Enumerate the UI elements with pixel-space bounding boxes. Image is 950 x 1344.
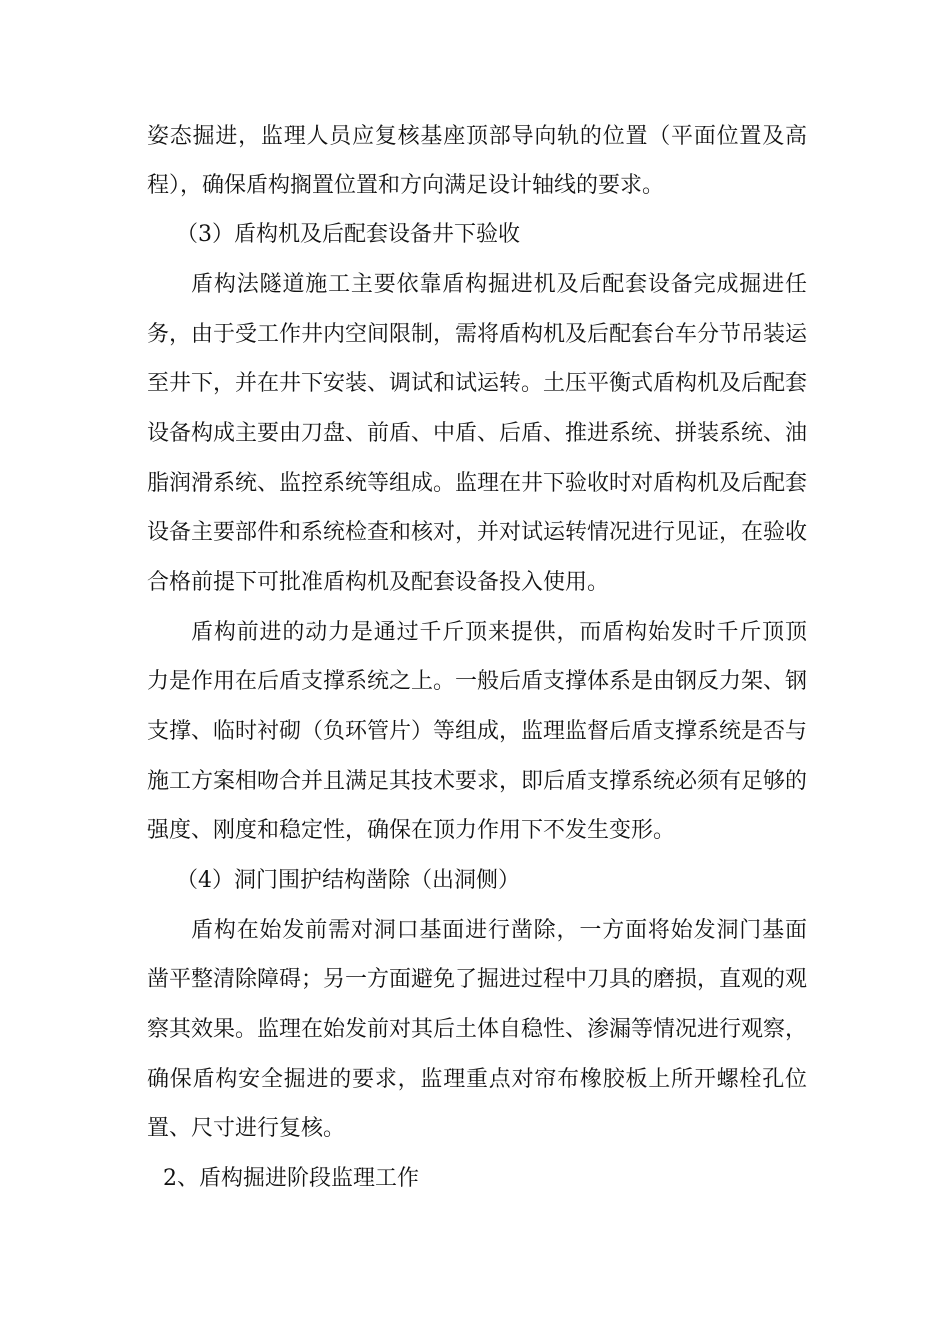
paragraph-line: 盾构在始发前需对洞口基面进行凿除，一方面将始发洞门基面 (191, 918, 807, 943)
paragraph-line: 盾构前进的动力是通过千斤顶来提供，而盾构始发时千斤顶顶 (191, 620, 807, 645)
paragraph-line: 设备主要部件和系统检查和核对，并对试运转情况进行见证，在验收 (147, 520, 808, 545)
paragraph-line: 姿态掘进，监理人员应复核基座顶部导向轨的位置（平面位置及高 (147, 124, 807, 149)
paragraph-line: 至井下，并在井下安装、调试和试运转。土压平衡式盾构机及后配套 (147, 371, 808, 396)
paragraph-line: 盾构法隧道施工主要依靠盾构掘进机及后配套设备完成掘进任 (191, 272, 807, 297)
paragraph-line: 凿平整清除障碍；另一方面避免了掘进过程中刀具的磨损，直观的观 (147, 967, 808, 992)
paragraph-line: 确保盾构安全掘进的要求，监理重点对帘布橡胶板上所开螺栓孔位 (147, 1067, 807, 1092)
paragraph-line: 支撑、临时衬砌（负环管片）等组成，监理监督后盾支撑系统是否与 (147, 719, 808, 744)
paragraph-line: 力是作用在后盾支撑系统之上。一般后盾支撑体系是由钢反力架、钢 (147, 669, 808, 694)
section-heading: （3）盾构机及后配套设备井下验收 (176, 222, 520, 247)
paragraph-line: 察其效果。监理在始发前对其后土体自稳性、渗漏等情况进行观察， (147, 1017, 808, 1042)
paragraph-line: 合格前提下可批准盾构机及配套设备投入使用。 (147, 570, 610, 595)
paragraph-line: 施工方案相吻合并且满足其技术要求，即后盾支撑系统必须有足够的 (147, 769, 808, 794)
paragraph-line: 务，由于受工作井内空间限制，需将盾构机及后配套台车分节吊装运 (147, 322, 808, 347)
paragraph-line: 程），确保盾构搁置位置和方向满足设计轴线的要求。 (147, 173, 665, 198)
section-heading: 2、盾构掘进阶段监理工作 (163, 1166, 419, 1191)
paragraph-line: 脂润滑系统、监控系统等组成。监理在井下验收时对盾构机及后配套 (147, 471, 808, 496)
paragraph-line: 设备构成主要由刀盘、前盾、中盾、后盾、推进系统、拼装系统、油 (147, 421, 808, 446)
section-heading: （4）洞门围护结构凿除（出洞侧） (176, 868, 520, 893)
paragraph-line: 置、尺寸进行复核。 (147, 1116, 346, 1141)
paragraph-line: 强度、刚度和稳定性，确保在顶力作用下不发生变形。 (147, 818, 676, 843)
